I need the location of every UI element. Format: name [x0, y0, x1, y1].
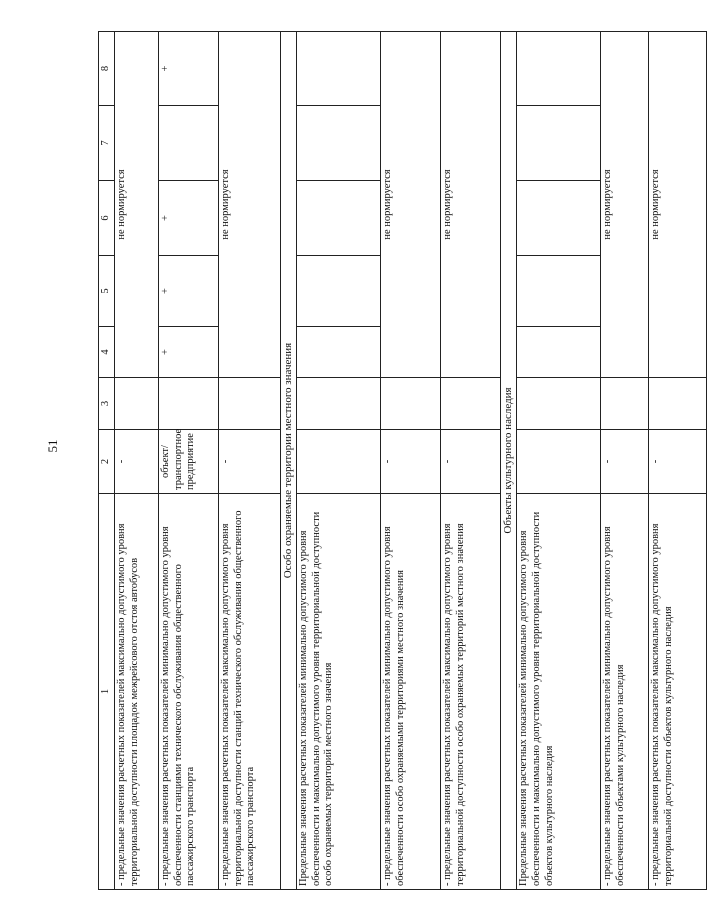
table-row — [649, 32, 707, 890]
not-normalized-note: не нормируется — [601, 32, 649, 378]
table-row — [297, 32, 381, 890]
value-cell — [441, 378, 501, 430]
value-cell — [115, 378, 159, 430]
value-cell: + — [159, 181, 219, 256]
unit-cell — [517, 430, 601, 494]
indicator-description: - предельные значения расчетных показателей максимально допустимого уровня территориальной доступности станций технического обслуживания общественного пассажирского транспорта — [219, 494, 281, 890]
unit-cell — [297, 430, 381, 494]
table-row — [115, 32, 159, 890]
header-cell: 6 — [99, 181, 115, 256]
unit-cell: - — [601, 430, 649, 494]
page-number: 51 — [45, 439, 60, 453]
indicator-description: - предельные значения расчетных показателей максимально допустимого уровня территориальной доступности площадок межрейсового отстоя автобусов — [115, 494, 159, 890]
table-row — [601, 32, 649, 890]
not-normalized-note: не нормируется — [381, 32, 441, 378]
value-cell — [297, 181, 381, 256]
table-row — [517, 32, 601, 890]
value-cell: + — [159, 256, 219, 327]
rotated-page — [98, 32, 674, 890]
table-row — [159, 32, 219, 890]
value-cell — [517, 32, 601, 106]
header-cell: 4 — [99, 327, 115, 378]
value-cell — [517, 327, 601, 378]
value-cell — [297, 106, 381, 181]
norms-table — [98, 31, 707, 890]
value-cell — [297, 256, 381, 327]
table-row — [381, 32, 441, 890]
not-normalized-note: не нормируется — [115, 32, 159, 378]
value-cell: + — [159, 32, 219, 106]
indicator-description: Предельные значения расчетных показателей минимально допустимого уровня обеспеченности и максимально допустимого уровня территориальной доступности особо охраняемых территорий местного значения — [297, 494, 381, 890]
value-cell — [159, 378, 219, 430]
indicator-description: Предельные значения расчетных показателей минимально допустимого уровня обеспеченности и максимально допустимого уровня территориальной доступности объектов культурного наследия — [517, 494, 601, 890]
value-cell — [517, 378, 601, 430]
header-cell: 8 — [99, 32, 115, 106]
header-cell: 3 — [99, 378, 115, 430]
unit-cell: - — [219, 430, 281, 494]
unit-cell: - — [381, 430, 441, 494]
indicator-description: - предельные значения расчетных показателей максимально допустимого уровня территориальной доступности объектов культурного наследия — [649, 494, 707, 890]
value-cell — [601, 378, 649, 430]
table-row — [441, 32, 501, 890]
table-wrapper — [98, 32, 674, 890]
not-normalized-note: не нормируется — [441, 32, 501, 378]
value-cell — [219, 378, 281, 430]
section-row — [501, 32, 517, 890]
not-normalized-note: не нормируется — [219, 32, 281, 378]
value-cell: + — [159, 327, 219, 378]
header-cell: 1 — [99, 494, 115, 890]
not-normalized-note: не нормируется — [649, 32, 707, 378]
unit-cell: - — [115, 430, 159, 494]
value-cell — [297, 378, 381, 430]
value-cell — [159, 106, 219, 181]
header-cell: 7 — [99, 106, 115, 181]
table-row — [219, 32, 281, 890]
unit-cell: объект/ транспортное предприятие — [159, 430, 219, 494]
value-cell — [517, 181, 601, 256]
section-title: Особо охраняемые территории местного значения — [281, 32, 297, 890]
header-cell: 5 — [99, 256, 115, 327]
table-body — [99, 32, 707, 890]
value-cell — [649, 378, 707, 430]
value-cell — [297, 327, 381, 378]
value-cell — [297, 32, 381, 106]
indicator-description: - предельные значения расчетных показателей максимально допустимого уровня территориальной доступности особо охраняемых территорий местного значения — [441, 494, 501, 890]
value-cell — [381, 378, 441, 430]
indicator-description: - предельные значения расчетных показателей минимально допустимого уровня обеспеченности объектами культурного наследия — [601, 494, 649, 890]
unit-cell: - — [649, 430, 707, 494]
indicator-description: - предельные значения расчетных показателей минимально допустимого уровня обеспеченности станциями технического обслуживания общественного пассажирского транспорта — [159, 494, 219, 890]
unit-cell: - — [441, 430, 501, 494]
value-cell — [517, 256, 601, 327]
header-cell: 2 — [99, 430, 115, 494]
section-title: Объекты культурного наследия — [501, 32, 517, 890]
section-row — [281, 32, 297, 890]
header-row — [99, 32, 115, 890]
indicator-description: - предельные значения расчетных показателей минимально допустимого уровня обеспеченности особо охраняемыми территориями местного значения — [381, 494, 441, 890]
value-cell — [517, 106, 601, 181]
